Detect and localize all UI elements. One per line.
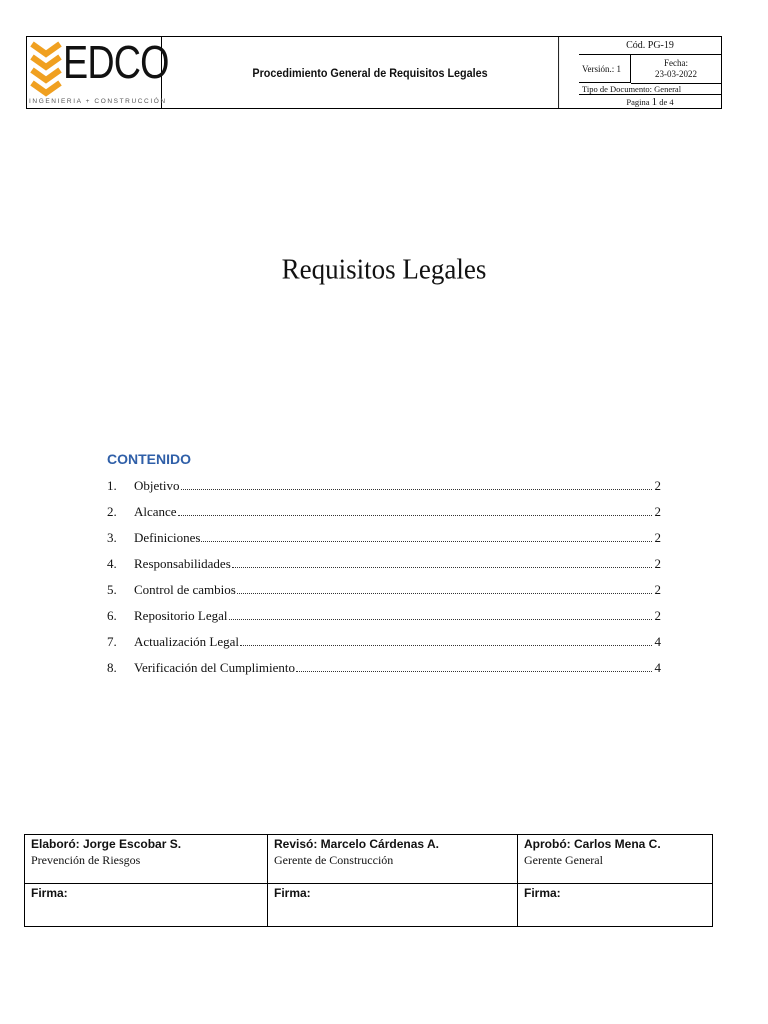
signature-role: Revisó: Marcelo Cárdenas A. xyxy=(274,837,439,851)
toc-leader xyxy=(296,661,652,672)
toc-item-page: 4 xyxy=(654,634,661,649)
signature-divider xyxy=(25,883,712,884)
signature-firma-label: Firma: xyxy=(524,886,561,900)
toc-item-text: Alcance xyxy=(134,504,177,519)
signature-elaboro xyxy=(25,835,268,926)
document-code: Cód. PG-19 xyxy=(579,37,721,55)
toc-item-number: 3. xyxy=(107,530,117,545)
toc-item-text: Repositorio Legal xyxy=(134,608,228,623)
signature-reviso xyxy=(268,835,518,926)
toc-item-number: 6. xyxy=(107,608,117,623)
table-of-contents xyxy=(107,478,661,686)
toc-item-number: 7. xyxy=(107,634,117,649)
toc-item[interactable] xyxy=(107,504,661,530)
toc-leader xyxy=(237,583,652,594)
toc-item-number: 8. xyxy=(107,660,117,675)
toc-item[interactable] xyxy=(107,556,661,582)
toc-item-number: 5. xyxy=(107,582,117,597)
toc-item-text: Verificación del Cumplimiento xyxy=(134,660,296,675)
toc-item-text: Objetivo xyxy=(134,478,180,493)
signature-firma-label: Firma: xyxy=(31,886,68,900)
logo-wordmark: EDCO xyxy=(63,36,169,88)
signature-table xyxy=(24,834,713,927)
page-number: 1 xyxy=(651,96,658,108)
toc-item-page: 2 xyxy=(654,556,661,571)
toc-item-page: 2 xyxy=(654,530,661,545)
document-header xyxy=(26,36,722,109)
toc-leader xyxy=(201,531,652,542)
toc-item-text: Responsabilidades xyxy=(134,556,231,571)
toc-item-page: 2 xyxy=(654,504,661,519)
toc-item-number: 2. xyxy=(107,504,117,519)
page-suffix: de 4 xyxy=(659,97,674,107)
toc-item-page: 4 xyxy=(654,660,661,675)
document-type: Tipo de Documento: General xyxy=(579,84,721,95)
toc-item[interactable] xyxy=(107,530,661,556)
toc-leader xyxy=(232,557,652,568)
toc-item-number: 4. xyxy=(107,556,117,571)
document-title: Requisitos Legales xyxy=(281,253,487,285)
signature-position: Gerente General xyxy=(524,853,603,867)
edco-logo xyxy=(27,36,169,108)
signature-position: Prevención de Riesgos xyxy=(31,853,141,867)
document-date: 23-03-2022 xyxy=(655,69,697,79)
signature-position: Gerente de Construcción xyxy=(274,853,394,867)
toc-item-text: Definiciones xyxy=(134,530,201,545)
toc-item[interactable] xyxy=(107,582,661,608)
signature-role: Aprobó: Carlos Mena C. xyxy=(524,837,661,851)
signature-role: Elaboró: Jorge Escobar S. xyxy=(31,837,182,851)
date-label: Fecha: xyxy=(664,58,688,68)
toc-item-number: 1. xyxy=(107,478,117,493)
document-version: Versión.: 1 xyxy=(579,55,631,83)
toc-heading: CONTENIDO xyxy=(107,451,191,467)
toc-item[interactable] xyxy=(107,634,661,660)
signature-firma-label: Firma: xyxy=(274,886,311,900)
toc-item[interactable] xyxy=(107,660,661,686)
document-date-cell xyxy=(631,55,721,84)
toc-leader xyxy=(229,609,652,620)
signature-aprobo xyxy=(518,835,712,926)
logo-subtitle: INGENIERIA + CONSTRUCCIÓN xyxy=(29,98,167,105)
header-meta xyxy=(579,37,721,108)
chevron-stack-icon xyxy=(30,40,64,98)
toc-item-page: 2 xyxy=(654,478,661,493)
toc-item[interactable] xyxy=(107,478,661,504)
toc-item-page: 2 xyxy=(654,582,661,597)
page-prefix: Pagina xyxy=(626,97,650,107)
header-title: Procedimiento General de Requisitos Legales xyxy=(182,37,559,108)
toc-item[interactable] xyxy=(107,608,661,634)
toc-item-text: Control de cambios xyxy=(134,582,236,597)
toc-item-page: 2 xyxy=(654,608,661,623)
toc-leader xyxy=(240,635,652,646)
logo-cell xyxy=(27,36,169,108)
toc-leader xyxy=(181,479,653,490)
toc-leader xyxy=(178,505,652,516)
page-indicator xyxy=(579,96,721,108)
toc-item-text: Actualización Legal xyxy=(134,634,240,649)
